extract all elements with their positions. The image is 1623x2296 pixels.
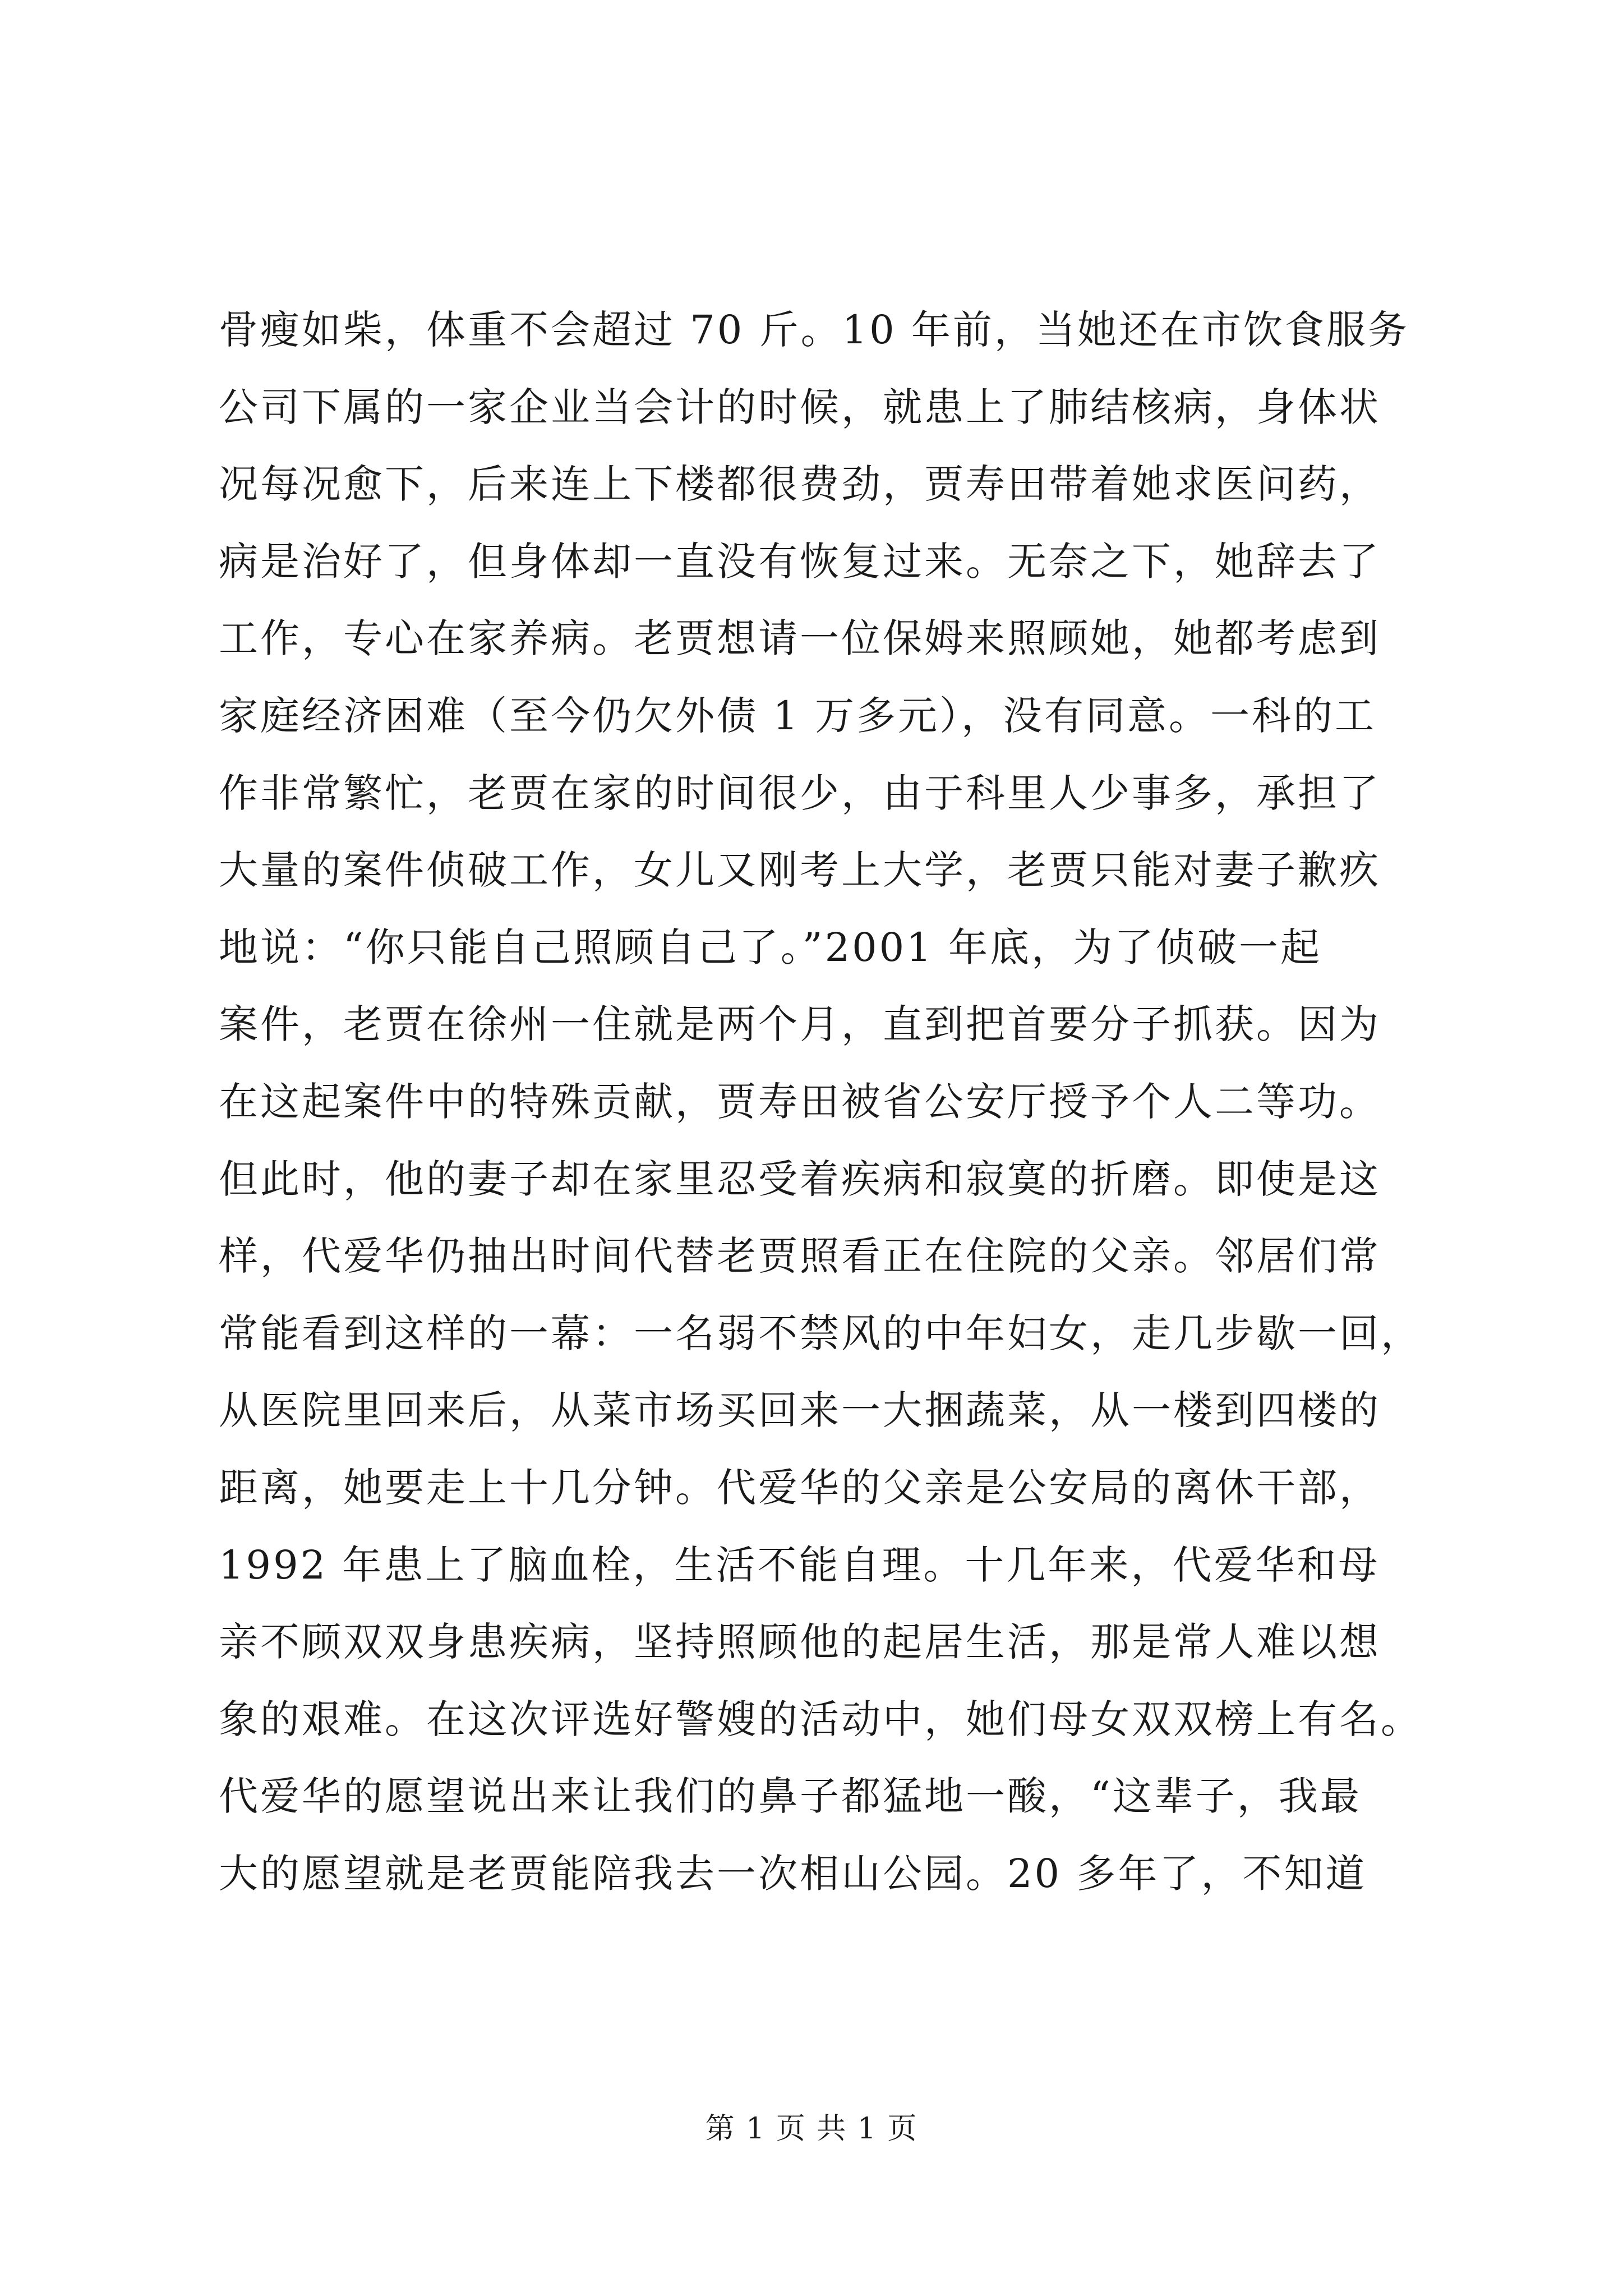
text-line: 但此时，他的妻子却在家里忍受着疾病和寂寞的折磨。即使是这	[219, 1156, 1381, 1202]
text-line: 作非常繁忙，老贾在家的时间很少，由于科里人少事多，承担了	[219, 770, 1381, 816]
body-text	[219, 292, 1422, 1912]
text-line: 案件，老贾在徐州一住就是两个月，直到把首要分子抓获。因为	[219, 1001, 1381, 1048]
text-line: 病是治好了，但身体却一直没有恢复过来。无奈之下，她辞去了	[219, 538, 1381, 585]
text-line: 大的愿望就是老贾能陪我去一次相山公园。20 多年了，不知道	[219, 1850, 1367, 1897]
page-indicator: 第 1 页 共 1 页	[705, 2112, 918, 2146]
text-line: 亲不顾双双身患疾病，坚持照顾他的起居生活，那是常人难以想	[219, 1619, 1381, 1665]
text-line: 从医院里回来后，从菜市场买回来一大捆蔬菜，从一楼到四楼的	[219, 1387, 1381, 1434]
text-line: 骨瘦如柴，体重不会超过 70 斤。10 年前，当她还在市饮食服务	[219, 307, 1409, 353]
text-line: 地说：“你只能自己照顾自己了。”2001 年底，为了侦破一起	[219, 924, 1322, 970]
text-line: 象的艰难。在这次评选好警嫂的活动中，她们母女双双榜上有名。	[219, 1696, 1422, 1742]
text-line: 代爱华的愿望说出来让我们的鼻子都猛地一酸，“这辈子，我最	[219, 1773, 1362, 1820]
text-line: 常能看到这样的一幕：一名弱不禁风的中年妇女，走几步歇一回，	[219, 1310, 1422, 1356]
text-line: 公司下属的一家企业当会计的时候，就患上了肺结核病，身体状	[219, 384, 1381, 430]
text-line: 工作，专心在家养病。老贾想请一位保姆来照顾她，她都考虑到	[219, 615, 1381, 662]
text-line: 况每况愈下，后来连上下楼都很费劲，贾寿田带着她求医问药，	[219, 461, 1381, 508]
text-line: 在这起案件中的特殊贡献，贾寿田被省公安厅授予个人二等功。	[219, 1078, 1381, 1125]
text-line: 1992 年患上了脑血栓，生活不能自理。十几年来，代爱华和母	[219, 1542, 1380, 1588]
page-footer	[0, 2109, 1623, 2148]
text-line: 家庭经济困难（至今仍欠外债 1 万多元），没有同意。一科的工	[219, 692, 1377, 739]
text-line: 距离，她要走上十几分钟。代爱华的父亲是公安局的离休干部，	[219, 1464, 1381, 1511]
text-line: 大量的案件侦破工作，女儿又刚考上大学，老贾只能对妻子歉疚	[219, 847, 1381, 894]
text-line: 样，代爱华仍抽出时间代替老贾照看正在住院的父亲。邻居们常	[219, 1233, 1381, 1280]
